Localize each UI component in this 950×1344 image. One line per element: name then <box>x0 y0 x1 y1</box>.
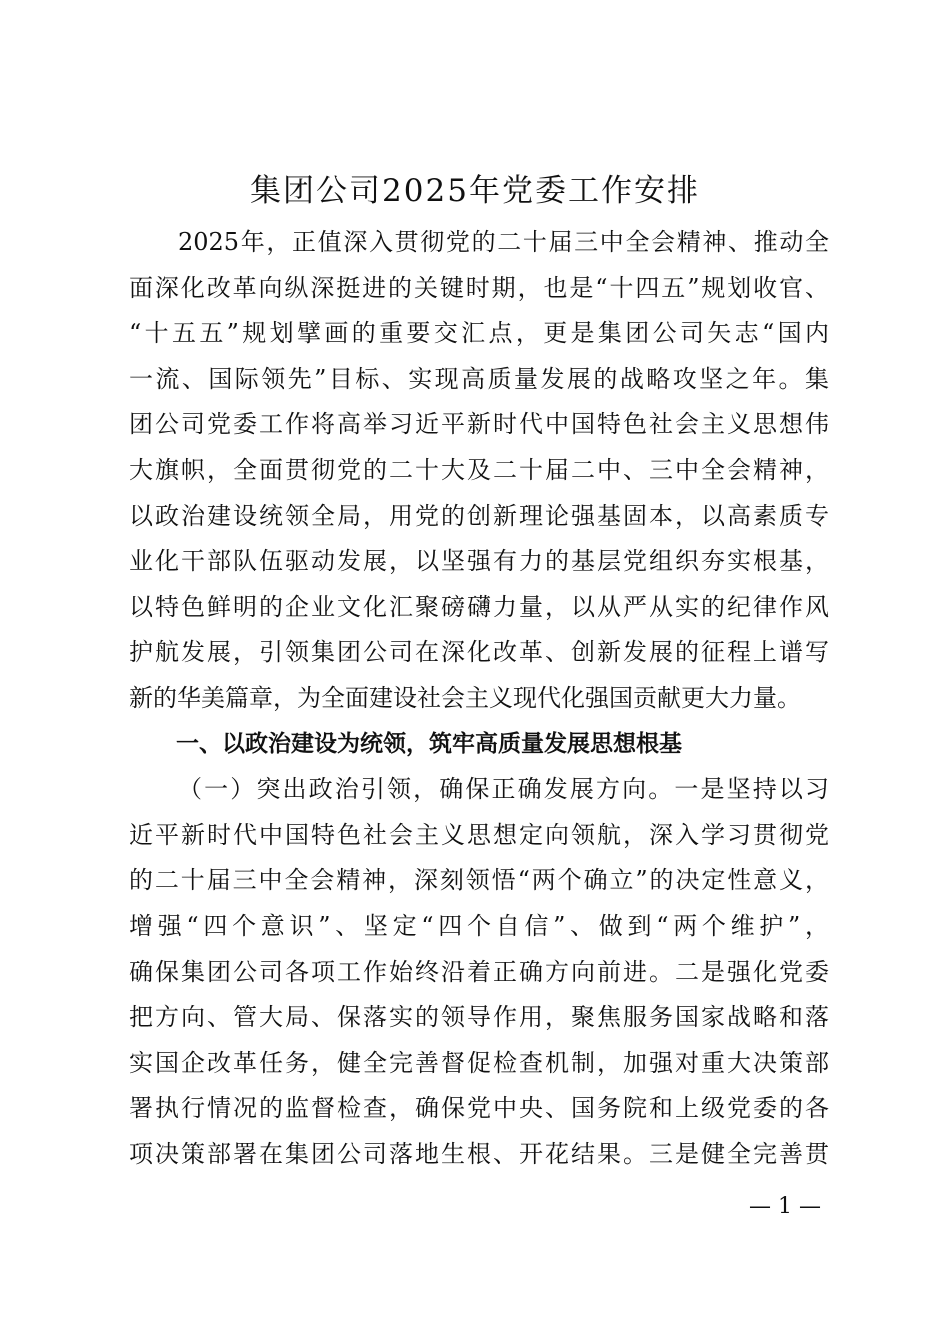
paragraph-line: 增强“四个意识”、坚定“四个自信”、做到“两个维护”， <box>129 911 829 940</box>
paragraph-line: 业化干部队伍驱动发展，以坚强有力的基层党组织夯实根基， <box>129 547 829 576</box>
paragraph-line: 确保集团公司各项工作始终沿着正确方向前进。二是强化党委 <box>129 957 829 986</box>
paragraph-line: 一流、国际领先”目标、实现高质量发展的战略攻坚之年。集 <box>129 364 829 393</box>
page-number: — 1 — <box>749 1194 821 1219</box>
paragraph-line: 新的华美篇章，为全面建设社会主义现代化强国贡献更大力量。 <box>129 683 801 712</box>
paragraph-line: （一）突出政治引领，确保正确发展方向。一是坚持以习 <box>178 775 829 804</box>
paragraph-line: 以政治建设统领全局，用党的创新理论强基固本，以高素质专 <box>129 501 829 530</box>
document-body <box>129 220 829 1177</box>
document-title: 集团公司2025年党委工作安排 <box>250 173 700 209</box>
paragraph-line: “十五五”规划擘画的重要交汇点，更是集团公司矢志“国内 <box>129 319 829 348</box>
paragraph-line: 的二十届三中全会精神，深刻领悟“两个确立”的决定性意义， <box>129 866 829 895</box>
paragraph-line: 面深化改革向纵深挺进的关键时期，也是“十四五”规划收官、 <box>129 273 829 302</box>
paragraph-line: 署执行情况的监督检查，确保党中央、国务院和上级党委的各 <box>129 1094 829 1123</box>
paragraph-line: 项决策部署在集团公司落地生根、开花结果。三是健全完善贯 <box>129 1139 829 1168</box>
paragraph-line: 团公司党委工作将高举习近平新时代中国特色社会主义思想伟 <box>129 410 829 439</box>
section-heading: 一、以政治建设为统领，筑牢高质量发展思想根基 <box>176 730 682 757</box>
paragraph-line: 以特色鲜明的企业文化汇聚磅礴力量，以从严从实的纪律作风 <box>129 592 829 621</box>
paragraph-line: 护航发展，引领集团公司在深化改革、创新发展的征程上谱写 <box>129 638 829 667</box>
paragraph-line: 实国企改革任务，健全完善督促检查机制，加强对重大决策部 <box>129 1048 829 1077</box>
paragraph-line: 2025年，正值深入贯彻党的二十届三中全会精神、推动全 <box>178 228 829 256</box>
paragraph-line: 近平新时代中国特色社会主义思想定向领航，深入学习贯彻党 <box>129 820 829 849</box>
paragraph-line: 大旗帜，全面贯彻党的二十大及二十届二中、三中全会精神， <box>129 455 829 484</box>
paragraph-line: 把方向、管大局、保落实的领导作用，聚焦服务国家战略和落 <box>129 1003 829 1032</box>
